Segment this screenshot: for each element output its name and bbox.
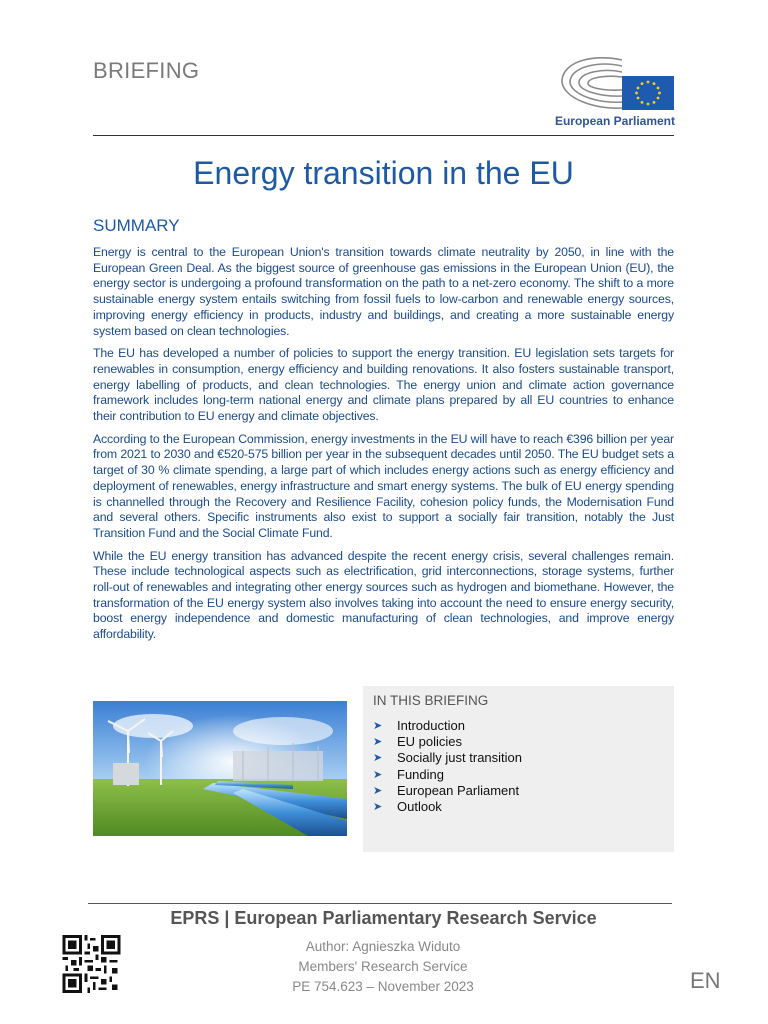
logo-caption: European Parliament — [554, 114, 676, 128]
language-code: EN — [690, 968, 721, 993]
toc-item[interactable] — [373, 799, 522, 815]
toc-item-label: Outlook — [397, 799, 442, 815]
toc-item[interactable] — [373, 750, 522, 766]
summary-paragraph-3: According to the European Commission, energy investments in the EU will have to reach €396 billion per year from 2021 to 2030 and €520-575 billion per year in the subsequent decades until 2050. The EU budget sets a target of 30 % climate spending, a large part of which includes energy actions such as energy efficiency and deployment of renewables, energy infrastructure and smart energy systems. The bulk of EU energy spending is channelled through the Recovery and Resilience Facility, cohesion policy funds, the Modernisation Fund and several others. Specific instruments also exist to support a socially fair transition, notably the Just Transition Fund and the Social Climate Fund. — [93, 431, 674, 540]
toc-item[interactable] — [373, 783, 522, 799]
toc-item-label: Socially just transition — [397, 750, 522, 766]
summary-heading: SUMMARY — [93, 216, 180, 235]
toc-item-label: European Parliament — [397, 782, 520, 798]
toc-item-label: EU policies — [397, 734, 463, 750]
arrow-bullet-icon: ➤ — [373, 736, 383, 749]
arrow-bullet-icon: ➤ — [373, 720, 383, 732]
toc-item[interactable] — [373, 718, 522, 734]
arrow-bullet-icon: ➤ — [373, 752, 383, 765]
doc-type-label: BRIEFING — [93, 58, 200, 83]
footer-divider — [88, 903, 672, 904]
summary-paragraph-2: The EU has developed a number of policies to support the energy transition. EU legislation sets targets for renewables in consumption, energy efficiency and building renovations. It also fosters sustainable transport, energy labelling of products, and clean technologies. The energy union and climate action governance framework includes long-term national energy and climate plans prepared by all EU countries to enhance their contribution to EU energy and climate objectives. — [93, 346, 674, 424]
toc-item-label: Introduction — [397, 718, 465, 733]
toc-item-label: Funding — [397, 766, 444, 782]
summary-paragraph-4: While the EU energy transition has advanced despite the recent energy crisis, several challenges remain. These include technological aspects such as electrification, grid interconnections, storage systems, further roll-out of renewables and integrating other energy sources such as hydrogen and biomethane. However, the transformation of the EU energy system also involves taking into account the need to ensure energy security, boost energy independence and domestic manufacturing of clean technologies, and improve energy affordability. — [93, 548, 674, 642]
arrow-bullet-icon: ➤ — [373, 768, 383, 781]
document-reference: PE 754.623 – November 2023 — [292, 979, 474, 994]
arrow-bullet-icon: ➤ — [373, 784, 383, 797]
toc-heading: IN THIS BRIEFING — [373, 693, 489, 708]
summary-text — [93, 245, 674, 650]
toc-item[interactable] — [373, 767, 522, 783]
summary-paragraph-1: Energy is central to the European Union's transition towards climate neutrality by 2050, in line with the European Green Deal. As the biggest source of greenhouse gas emissions in the European Union (EU), the energy sector is undergoing a profound transformation on the path to a net-zero economy. The shift to a more sustainable energy system entails switching from fossil fuels to low-carbon and renewable energy sources, improving energy efficiency in products, industry and buildings, and creating a more sustainable energy system based on clean technologies. — [93, 245, 674, 338]
page-title: Energy transition in the EU — [193, 155, 574, 191]
author: Author: Agnieszka Widuto — [305, 939, 461, 954]
toc-list — [373, 718, 522, 815]
toc-item[interactable] — [373, 734, 522, 750]
header-divider — [93, 135, 674, 136]
arrow-bullet-icon: ➤ — [373, 801, 383, 814]
in-this-briefing-box — [363, 686, 674, 852]
qr-code-icon — [60, 935, 123, 993]
research-unit: Members' Research Service — [298, 959, 468, 974]
research-service-name: EPRS | European Parliamentary Research Service — [170, 908, 597, 928]
energy-infrastructure-photo — [93, 701, 347, 836]
